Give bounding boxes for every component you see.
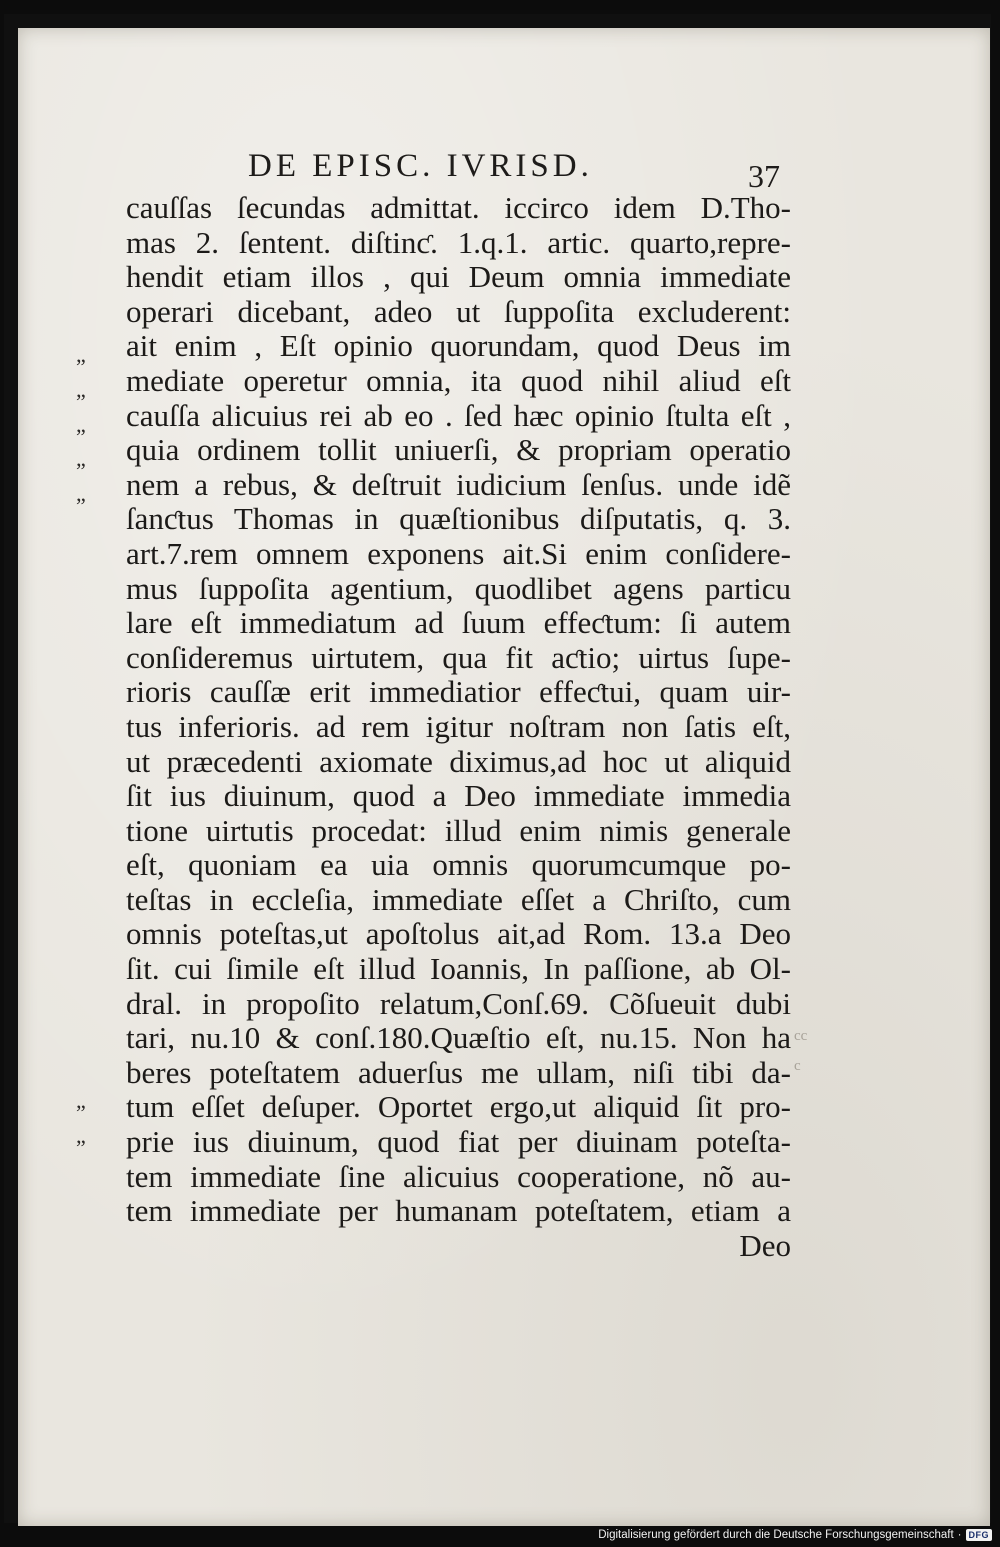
text-line: omnis poteſtas,ut apoſtolus ait,ad Rom. 13.a Deo — [126, 916, 791, 952]
margin-mark: c — [794, 1058, 801, 1074]
text-line: operari dicebant, adeo ut ſuppoſita excluderent: — [126, 293, 791, 329]
text-line: tem immediate ſine alicuius cooperatione, nõ au- — [126, 1158, 791, 1194]
margin-mark: cc — [794, 1028, 808, 1044]
text-line: ſanƈtus Thomas in quæſtionibus diſputatis, q. 3. — [126, 501, 791, 537]
quote-marker: „ — [76, 1088, 86, 1113]
quote-marker: „ — [76, 481, 86, 506]
text-line: ait enim , Eſt opinio quorundam, quod Deus im — [126, 328, 791, 364]
text-line: tum eſſet deſuper. Oportet ergo,ut aliquid ſit pro- — [126, 1089, 791, 1125]
text-line: rioris cauſſæ erit immediatior effeƈtui, quam uir- — [126, 674, 791, 710]
scan-frame — [4, 14, 991, 1523]
text-line: nem a rebus, & deſtruit iudicium ſenſus. unde idẽ — [126, 466, 791, 502]
text-line: mas 2. ſentent. diſtinƈ. 1.q.1. artic. quarto,repre- — [126, 224, 791, 260]
text-line: tem immediate per humanam poteſtatem, etiam a — [126, 1193, 791, 1229]
text-line: ut præcedenti axiomate diximus,ad hoc ut aliquid — [126, 743, 791, 779]
quote-marker: „ — [76, 342, 86, 367]
text-line: beres poteſtatem aduerſus me ullam, niſi tibi da- — [126, 1054, 791, 1090]
running-title: DE EPISC. IVRISD. — [248, 148, 593, 184]
text-line: cauſſas ſecundas admittat. iccirco idem D.Tho- — [126, 190, 791, 225]
text-line: art.7.rem omnem exponens ait.Si enim conſidere- — [126, 535, 791, 571]
page-number: 37 — [748, 158, 780, 194]
quote-marker: „ — [76, 446, 86, 471]
text-line: hendit etiam illos , qui Deum omnia immediate — [126, 259, 791, 295]
quote-marker: „ — [76, 377, 86, 402]
text-line: prie ius diuinum, quod fiat per diuinam poteſta- — [126, 1124, 791, 1160]
text-line: eſt, quoniam ea uia omnis quorumcumque po- — [126, 847, 791, 883]
text-line: ſit. cui ſimile eſt illud Ioannis, In paſſione, ab Ol- — [126, 951, 791, 987]
body-text — [126, 191, 791, 1263]
text-line: teſtas in eccleſia, immediate eſſet a Chriſto, cum — [126, 881, 791, 917]
text-line: mus ſuppoſita agentium, quodlibet agens particu — [126, 570, 791, 606]
text-line: Deo — [739, 1227, 791, 1263]
text-line: ſit ius diuinum, quod a Deo immediate immedia — [126, 778, 791, 814]
text-line: dral. in propoſito relatum,Conſ.69. Cõſueuit dubi — [126, 985, 791, 1021]
credit-text: Digitalisierung gefördert durch die Deutsche Forschungsgemeinschaft — [598, 1529, 954, 1541]
dfg-logo-icon: DFG — [966, 1529, 993, 1541]
text-line: tus inferioris. ad rem igitur noſtram non ſatis eſt, — [126, 708, 791, 744]
digitization-credit: Digitalisierung gefördert durch die Deutsche Forschungsgemeinschaft · DFG — [598, 1529, 992, 1541]
text-line: lare eſt immediatum ad ſuum effeƈtum: ſi autem — [126, 605, 791, 641]
text-line: tione uirtutis procedat: illud enim nimis generale — [126, 812, 791, 848]
text-line: mediate operetur omnia, ita quod nihil aliud eſt — [126, 362, 791, 398]
text-line: quia ordinem tollit uniuerſi, & propriam operatio — [126, 432, 791, 468]
book-page — [18, 28, 990, 1526]
text-line: tari, nu.10 & conſ.180.Quæſtio eſt, nu.15. Non ha — [126, 1020, 791, 1056]
quote-marker: „ — [76, 412, 86, 437]
quote-marker: „ — [76, 1123, 86, 1148]
text-line: conſideremus uirtutem, qua fit aƈtio; uirtus ſupe- — [126, 639, 791, 675]
text-line: cauſſa alicuius rei ab eo . ſed hæc opinio ſtulta eſt , — [126, 397, 791, 433]
